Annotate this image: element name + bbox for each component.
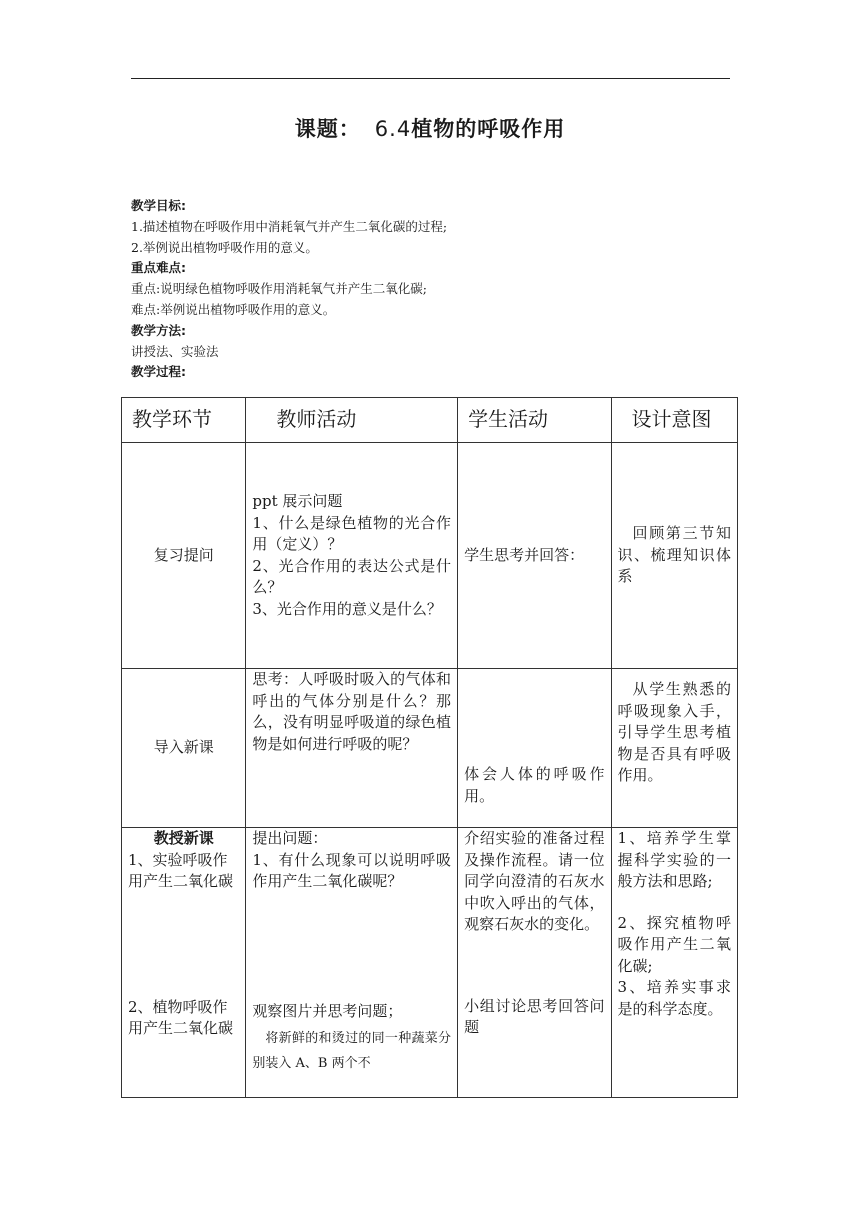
teacher-line: 提出问题： — [252, 829, 328, 847]
lesson-meta — [131, 196, 731, 383]
teacher-line: ppt 展示问题 — [252, 492, 343, 510]
header-intent: 设计意图 — [611, 398, 737, 443]
methods-text: 讲授法、实验法 — [131, 343, 219, 359]
objective-item: 1.描述植物在呼吸作用中消耗氧气并产生二氧化碳的过程; — [131, 218, 448, 234]
stage-title: 教授新课 — [153, 829, 214, 847]
teacher-line: 1、有什么现象可以说明呼吸作用产生二氧化碳呢？ — [252, 850, 452, 890]
stage-cell: 复习提问 — [122, 443, 246, 669]
teacher-line: 3、光合作用的意义是什么？ — [252, 599, 442, 618]
stage-cell — [122, 828, 246, 1098]
objectives-heading: 教学目标: — [131, 198, 186, 213]
table-row — [122, 669, 738, 828]
intent-line: 1、培养学生掌握科学实验的一般方法和思路; — [617, 829, 731, 890]
methods-heading: 教学方法: — [131, 322, 186, 338]
header-rule — [131, 78, 730, 79]
teacher-line: 1、什么是绿色植物的光合作用（定义）？ — [252, 513, 452, 553]
student-line: 介绍实验的准备过程及操作流程。请一位同学向澄清的石灰水中吹入呼出的气体，观察石灰水的变化。 — [464, 829, 605, 933]
title-name: 植物的呼吸作用 — [411, 117, 566, 141]
table-row — [122, 828, 738, 1098]
key-point-item: 重点:说明绿色植物呼吸作用消耗氧气并产生二氧化碳; — [131, 281, 427, 297]
teacher-cell: 思考：人呼吸时吸入的气体和呼出的气体分别是什么？那么，没有明显呼吸道的绿色植物是如何进行呼吸的呢？ — [246, 669, 458, 828]
title-number: 6.4 — [374, 117, 412, 141]
header-teacher: 教师活动 — [246, 398, 458, 443]
teacher-line: 将新鲜的和烫过的同一种蔬菜分别装入 A、B 两个不 — [252, 1031, 452, 1071]
process-heading: 教学过程: — [131, 364, 186, 380]
objective-item: 2.举例说出植物呼吸作用的意义。 — [131, 239, 318, 255]
teacher-line: 2、光合作用的表达公式是什么？ — [252, 556, 452, 596]
header-stage: 教学环节 — [122, 398, 246, 443]
intent-cell: 从学生熟悉的呼吸现象入手，引导学生思考植物是否具有呼吸作用。 — [611, 669, 737, 828]
student-cell — [458, 828, 611, 1098]
intent-line: 2、探究植物呼吸作用产生二氧化碳; — [617, 913, 731, 975]
intent-line: 3、培养实事求是的科学态度。 — [617, 978, 731, 1018]
student-cell: 体会人体的呼吸作用。 — [458, 669, 611, 828]
student-cell: 学生思考并回答： — [458, 443, 611, 669]
teacher-cell — [246, 443, 458, 669]
lesson-process-table — [121, 397, 738, 1098]
header-student: 学生活动 — [458, 398, 611, 443]
page-title — [0, 113, 860, 143]
table-header-row — [122, 398, 738, 443]
table-row — [122, 443, 738, 669]
stage-cell: 导入新课 — [122, 669, 246, 828]
key-points-heading: 重点难点: — [131, 260, 186, 276]
teacher-cell — [246, 828, 458, 1098]
teacher-line: 观察图片并思考问题； — [252, 1001, 403, 1020]
intent-cell: 回顾第三节知识、梳理知识体系 — [611, 443, 737, 669]
student-line: 小组讨论思考回答问题 — [464, 996, 605, 1036]
stage-sub: 2、植物呼吸作用产生二氧化碳 — [128, 997, 234, 1037]
intent-cell — [611, 828, 737, 1098]
key-point-item: 难点:举例说出植物呼吸作用的意义。 — [131, 301, 336, 317]
stage-sub: 1、实验呼吸作用产生二氧化碳 — [128, 850, 234, 890]
title-label: 课题： — [294, 117, 361, 141]
